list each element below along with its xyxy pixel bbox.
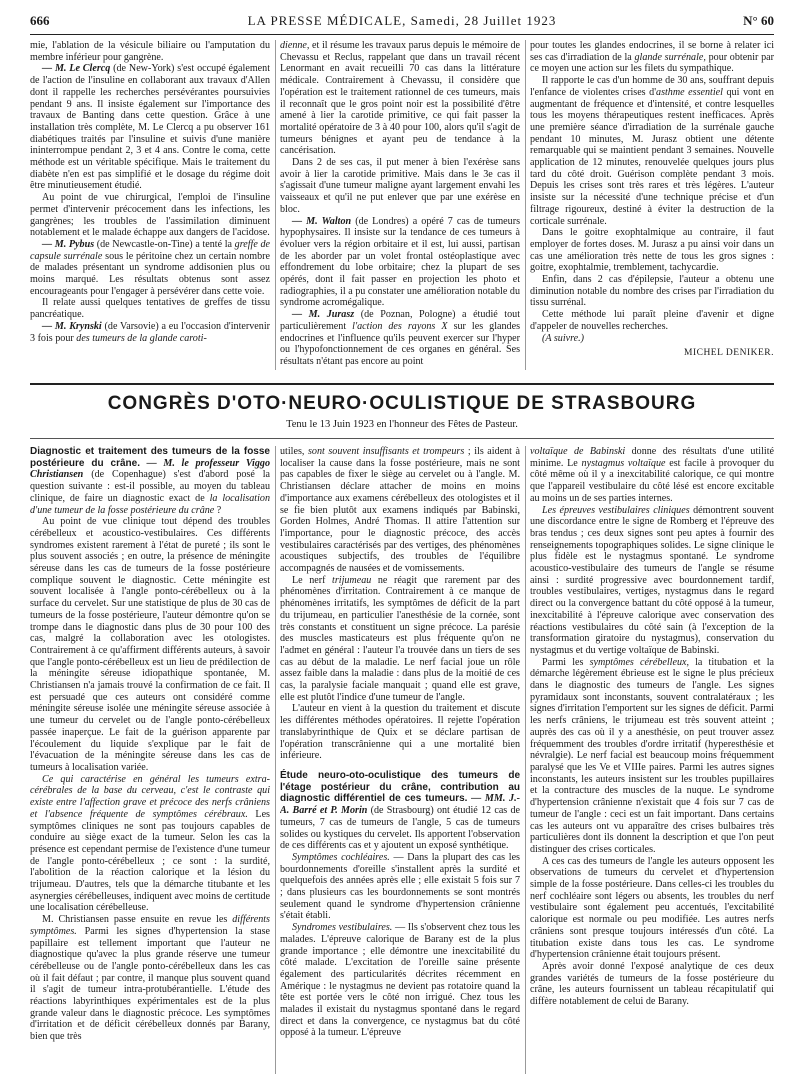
paragraph: Au point de vue clinique tout dépend des troubles cérébelleux et acoustico-vestibulaires. Ces différents syndromes existent rarement à l'état de pureté ; ils sont le plus souvent associés ; en outre, la présence de méningite séreuse dans les cas de tumeurs de la fosse postérieure complique souvent le diagnostic. Cette méningite est souvent localisée à l'angle ponto-cérébelleux ou à la surface du cervelet. Sur une statistique de plus de 30 cas de tumeurs de la fosse postérieure, l'auteur démontre qu'on se trompe dans le diagnostic dans plus de 30 pour 100 des cas, malgré la collaboration avec les otologistes. Contrairement à ce qu'affirment différents auteurs, à savoir que l'angle ponto-cérébelleux est un lieu de prédilection de la méningite séreuse idiopathique spontanée, M. Christiansen n'a jamais trouvé la confirmation de ce fait. Il est persuadé que ces auteurs ont considéré comme méningite séreuse isolée une méningite séreuse associée à une tumeur du cervelet ou de l'angle ponto-cérébelleux passée inaperçue. Le fait de la guérison apparente par l'écoulement du liquide s'explique par le fait de l'évacuation de la méningite séreuse dans les cas de tumeurs à localisation variée. <box>30 516 270 773</box>
bottom-column-1 <box>30 446 270 1074</box>
paragraph: Ce qui caractérise en général les tumeurs extra-cérébrales de la base du cerveau, c'est le contraste qui existe entre l'affection grave et précoce des nerfs crâniens et l'absence fréquente de symptômes cérébraux. Les symptômes cliniques ne sont pas toujours capables de conduire au siège exact de la tumeur. Selon les cas la présence est cependant permise de l'existence d'une tumeur de l'angle ponto-cérébelleux ; ce sont : la surdité, l'abolition de la réaction calorique et la lésion du trijumeau. D'autres, tels que la démarche titubante et les asynergies cérébelleuses, indiquent avec moins de certitude une localisation cérébelleuse. <box>30 773 270 914</box>
article-title: Étude neuro-oto-oculistique des tumeurs de l'étage postérieur du crâne, contribution au diagnostic différentiel de ces tumeurs. <box>280 769 520 805</box>
paragraph: Dans 2 de ses cas, il put mener à bien l'exérèse sans avoir à lier la carotide primitive. Mais dans le 3e cas il s'agissait d'une tumeur maligne ayant largement envahi les vaisseaux et qu'il ne put enlever que par une exérèse en bloc. <box>280 157 520 215</box>
paragraph: voltaïque de Babinski donne des résultats d'une utilité minime. Le nystagmus voltaïque est facile à provoquer du côté même où il y a inexcitabilité calorique, ce qui montre que l'appareil vestibulaire du côté lésé est encore excitable au moins un de ses parties internes. <box>530 446 774 504</box>
paragraph: (A suivre.) <box>542 332 585 344</box>
running-header <box>30 10 774 32</box>
paragraph: Après avoir donné l'exposé analytique de ces deux grandes variétés de tumeurs de la fosse postérieure du crâne, les auteurs fournissent un tableau récapitulatif qui diffère notablement de celui de Barany. <box>530 960 774 1008</box>
section-subtitle: Tenu le 13 Juin 1923 en l'honneur des Fêtes de Pasteur. <box>286 419 518 430</box>
bottom-column-2 <box>280 446 520 1074</box>
header-rule <box>30 34 774 35</box>
article-title: Diagnostic et traitement des tumeurs de la fosse postérieure du crâne. <box>30 446 270 469</box>
paragraph: M. Christiansen passe ensuite en revue les différents symptômes. Parmi les signes d'hypertension la stase papillaire est tellement important que l'auteur ne diagnostique qu'avec la plus grande réserve une tumeur cérébelleuse ou de l'angle ponto-cérébelleux dans les cas où il fait défaut ; par contre, il manque plus souvent quand il s'agit de tumeur intra-protubérantielle. L'étude des réactions labyrinthiques expérimentales est de la plus grande valeur dans le diagnostic précoce. Les symptômes d'irritation et de déficit cérébelleux donnés par Barany, bien que très <box>30 914 270 1043</box>
top-column-2 <box>280 40 520 370</box>
paragraph: L'auteur en vient à la question du traitement et discute les différentes méthodes opératoires. Il rejette l'opération translabyrinthique de Quix et se déclare partisan de l'opération transcrânienne qui a une mortalité bien inférieure. <box>280 703 520 762</box>
section-title: CONGRÈS D'OTO·NEURO·OCULISTIQUE DE STRASBOURG <box>107 393 697 414</box>
page-number: 666 <box>30 13 50 28</box>
paragraph: pour toutes les glandes endocrines, il se borne à relater ici ses cas d'irradiation de la glande surrénale, pour obtenir par ce moyen une action sur les filets du sympathique. <box>530 40 774 75</box>
paragraph: Symptômes cochléaires. — Dans la plupart des cas les bourdonnements d'oreille s'installent après la surdité et quelquefois des années après elle ; elle existait 5 fois sur 7 ; dans plusieurs cas les bourdonnements se sont montrés seulement quand le syndrome d'hypertension crânienne s'était établi. <box>280 851 520 922</box>
column-rule <box>275 446 276 1074</box>
paragraph: Il rapporte le cas d'un homme de 30 ans, souffrant depuis l'enfance de violentes crises d'asthme essentiel qui vont en augmentant de fréquence et d'intensité, et contre lesquelles tous les moyens thérapeutiques restent inefficaces. Après une première séance d'irradiation de la surrénale gauche pendant 10 minutes, M. Jurasz obtient une détente remarquable qui se maintient pendant 3 semaines. Nouvelle application de 12 minutes, renouvelée quelques jours plus tard du côté droit. Guérison complète pendant 3 mois. Depuis les crises sont très rares et très légères. L'auteur insiste sur la nécessité d'une technique précise et d'un filtrage rigoureux, destiné à éviter la destruction de la corticale surrénale. <box>530 75 774 227</box>
paragraph: Cette méthode lui paraît pleine d'avenir et digne d'appeler de nouvelles recherches. <box>530 309 774 332</box>
paragraph: Enfin, dans 2 cas d'épilepsie, l'auteur a obtenu une diminution notable du nombre des crises par l'irradiation du tissu surrénal. <box>530 274 774 309</box>
paragraph: — M. Walton (de Londres) a opéré 7 cas de tumeurs hypophysaires. Il insiste sur la tendance de ces tumeurs à évoluer vers la région orbitaire et il est, lui aussi, partisan de les aborder par un volet frontal ostéoplastique avec effondrement du lobe orbitaire; chez la plupart de ses opérés, dont il fait passer en projection les photo et radiographies, il a pu constater une amélioration notable du syndrome acromégalique. <box>280 215 520 309</box>
paragraph: utiles, sont souvent insuffisants et trompeurs ; ils aident à localiser la cause dans la fosse postérieure, mais ne sont pas capables de fixer le siège au cervelet ou à l'angle. M. Christiansen déclare attacher de moins en moins d'importance aux examens cérébelleux des otologistes et il se fie bien plutôt aux examens indiqués par Babinski, Gorden Holmes, André Thomas. Il attire l'attention sur l'importance, pour le diagnostic précoce, des accès vestibulaires caractérisés par des vertiges, des phénomènes acoustiques subjectifs, des troubles de l'équilibre accompagnés de nausées et de vomissements. <box>280 446 520 575</box>
paragraph: Syndromes vestibulaires. — Ils s'observent chez tous les malades. L'épreuve calorique de Barany est de la plus grande importance ; elle démontre une inexcitabilité du côté malade. L'excitation de l'oreille saine présente également des particularités décrites récemment en Amérique : le nystagmus ne devient pas rotatoire quand la tête est portée vers le côté non irrigué. Chez tous les malades il existait du nystagmus spontané dans le regard direct et dans la convergence, ce nystagmus bat du côté opposé à la tumeur. L'épreuve <box>280 922 520 1039</box>
paragraph: Le nerf trijumeau ne réagit que rarement par des phénomènes d'irritation. Contrairement à ce manque de phénomènes irritatifs, les symptômes de déficit de la part du trijumeau, en particulier l'anesthésie de la cornée, sont très constants et constituent un signe précoce. La parésie des muscles masticateurs est plus fréquente qu'on ne l'admet en général : l'auteur l'a trouvée dans un tiers de ses cas au début de la maladie. Le nerf facial joue un rôle assez faible dans la maladie : dans plus de la moitié de ces cas, la paralysie faciale manquait ; quand elle est grave, elle est plutôt l'indice d'une tumeur de l'angle. <box>280 574 520 703</box>
section-rule <box>30 383 774 385</box>
top-column-1 <box>30 40 270 370</box>
paragraph: Il relate aussi quelques tentatives de greffes de tissu pancréatique. <box>30 297 270 321</box>
paragraph: — M. Pybus (de Newcastle-on-Tine) a tenté la greffe de capsule surrénale sous le péritoine chez un certain nombre de malades présentant un syndrome addisonien plus ou moins marqué. Les résultats obtenus sont assez encourageants pour l'engager à persévérer dans cette voie. <box>30 238 270 297</box>
column-rule <box>275 40 276 370</box>
paragraph: Dans le goitre exophtalmique au contraire, il faut employer de fortes doses. M. Jurasz a pu ainsi voir dans un cas une amélioration très nette de tous les gros signes : goitre, exophtalmie, tremblement, tachycardie. <box>530 227 774 274</box>
paragraph: — M. Krynski (de Varsovie) a eu l'occasion d'intervenir 3 fois pour des tumeurs de la glande caroti- <box>30 320 270 344</box>
author-signature: MICHEL DENIKER. <box>684 348 774 359</box>
bottom-column-3 <box>530 446 774 1074</box>
issue-number: N° 60 <box>743 13 774 28</box>
paragraph: — M. Le Clercq (de New-York) s'est occupé également de l'action de l'insuline en collaborant aux travaux d'Allen dont il rappelle les recherches persévérantes poursuivies pendant 9 ans. Il insiste également sur l'importance des travaux de Banting dans cette question. Grâce à une installation très complète, M. Le Clercq a pu observer 161 diabétiques traités par l'insuline et suivis d'une manière ininterrompue pendant 2, 3 et 4 ans. Contre le coma, cette méthode est un véritable spécifique. Mais le traitement du diabète n'en est pas simplifié et le dosage du régime doit être minutieusement étudié. <box>30 63 270 192</box>
paragraph: A ces cas des tumeurs de l'angle les auteurs opposent les observations de tumeurs du cervelet et d'hypertension simple de la fosse postérieure. Dans celles-ci les troubles du nerf cochléaire sont légers ou absents, les troubles du nerf vestibulaire sont également peu accentués, l'excitabilité calorique est normale ou peu modifiée. Les autres nerfs crâniens sont presque toujours intéressés d'un côté. La titubation existe dans tous les cas. Le syndrome d'hypertension crânienne était toujours présent. <box>530 855 774 961</box>
paragraph: Parmi les symptômes cérébelleux, la titubation et la démarche légèrement ébrieuse est le signe le plus précieux dans le diagnostic des tumeurs de l'angle. Les signes pyramidaux sont inconstants, souvent contralatéraux ; les signes d'irritation l'emportent sur les signes de déficit. Parmi les nerfs crâniens, le trijumeau est très souvent atteint ; auprès des cas où il y a anesthésie, on peut trouver assez fréquemment des troubles d'ordre irritatif (hyperesthésie et névralgie). Le nerf facial est beaucoup moins fréquemment paralysé que les Ve et VIIIe paires. Parmi les autres signes inconstants, les auteurs insistent sur les troubles pupillaires et la contracture des muscles de la nuque. Le syndrome d'hypertension crânienne n'existait que 4 fois sur 7 cas de tumeur de l'angle : ceci est un fait important. Dans certains cas les auteurs ont vu apparaître des crises bulbaires très particulières dont ils donnent la description et que l'on peut distinguer des crises corticales. <box>530 656 774 855</box>
paragraph: Les épreuves vestibulaires cliniques démontrent souvent une discordance entre le signe de Romberg et l'épreuve des bras tendus ; ces deux signes sont peu aptes à fournir des renseignements topographiques solides. Le signe clinique le plus fidèle est le nystagmus spontané. Le syndrome acoustico-vestibulaire des tumeurs de l'angle se résume ainsi : surdité progressive avec bourdonnement tardif, troubles vestibulaires, vertiges, nystagmus dans le regard direct ou la convergence battant du côté opposé à la tumeur, inexcitabilité à l'épreuve calorique avec conservation des réactions vestibulaires du côté sain (à l'exception de la transformation giratoire du nystagmus), conservation du nystagmus et du vertige voltaïque de Babinski. <box>530 504 774 656</box>
paragraph: dienne, et il résume les travaux parus depuis le mémoire de Chevassu et Reclus, rappelant que dans un travail récent Lenormant en avait recueilli 70 cas dans la littérature médicale. Contrairement à Chevassu, il considère que l'opération est le traitement rationnel de ces tumeurs, mais il reconnaît que le gros point noir est la possibilité d'être amené à lier la carotide primitive, ce qui fait passer la mortalité opératoire de 3 à 40 pour 100, alors qu'il s'agit de tumeurs bénignes et ayant peu de tendance à la cancérisation. <box>280 40 520 157</box>
paragraph: mie, l'ablation de la vésicule biliaire ou l'amputation du membre inférieur pour gangrène. <box>30 40 270 63</box>
column-rule <box>525 446 526 1074</box>
journal-title: LA PRESSE MÉDICALE, Samedi, 28 Juillet 1923 <box>247 13 557 28</box>
section-rule <box>30 438 774 439</box>
paragraph: Au point de vue chirurgical, l'emploi de l'insuline permet d'intervenir précocement dans les infections, les gangrènes; les troubles de l'assimilation diminuent notablement et le malade échappe aux dangers de l'acidose. <box>30 192 270 239</box>
column-rule <box>525 40 526 370</box>
paragraph: Étude neuro-oto-oculistique des tumeurs de l'étage postérieur du crâne, contribution au diagnostic différentiel de ces tumeurs. — MM. J.-A. Barré et P. Morin (de Strasbourg) ont étudié 12 cas de tumeurs, 7 cas de tumeurs de l'angle, 5 cas de tumeurs solides ou kystiques du cervelet. Ils apportent l'observation de ces différents cas et y ajoutent un exposé synthétique. <box>280 769 520 852</box>
top-column-3 <box>530 40 774 370</box>
paragraph: Diagnostic et traitement des tumeurs de la fosse postérieure du crâne. — M. le professeur Viggo Christiansen (de Copenhague) s'est d'abord posé la question suivante : est-il possible, au moyen du tableau clinique, de faire un diagnostic exact de la localisation d'une tumeur de la fosse postérieure du crâne ? <box>30 446 270 516</box>
paragraph: — M. Jurasz (de Poznan, Pologne) a étudié tout particulièrement l'action des rayons X sur les glandes endocrines et l'influence qu'ils peuvent exercer sur l'hyper ou l'hypofonctionnement de ces organes en général. Ses résultats n'étant pas encore au point <box>280 309 520 367</box>
